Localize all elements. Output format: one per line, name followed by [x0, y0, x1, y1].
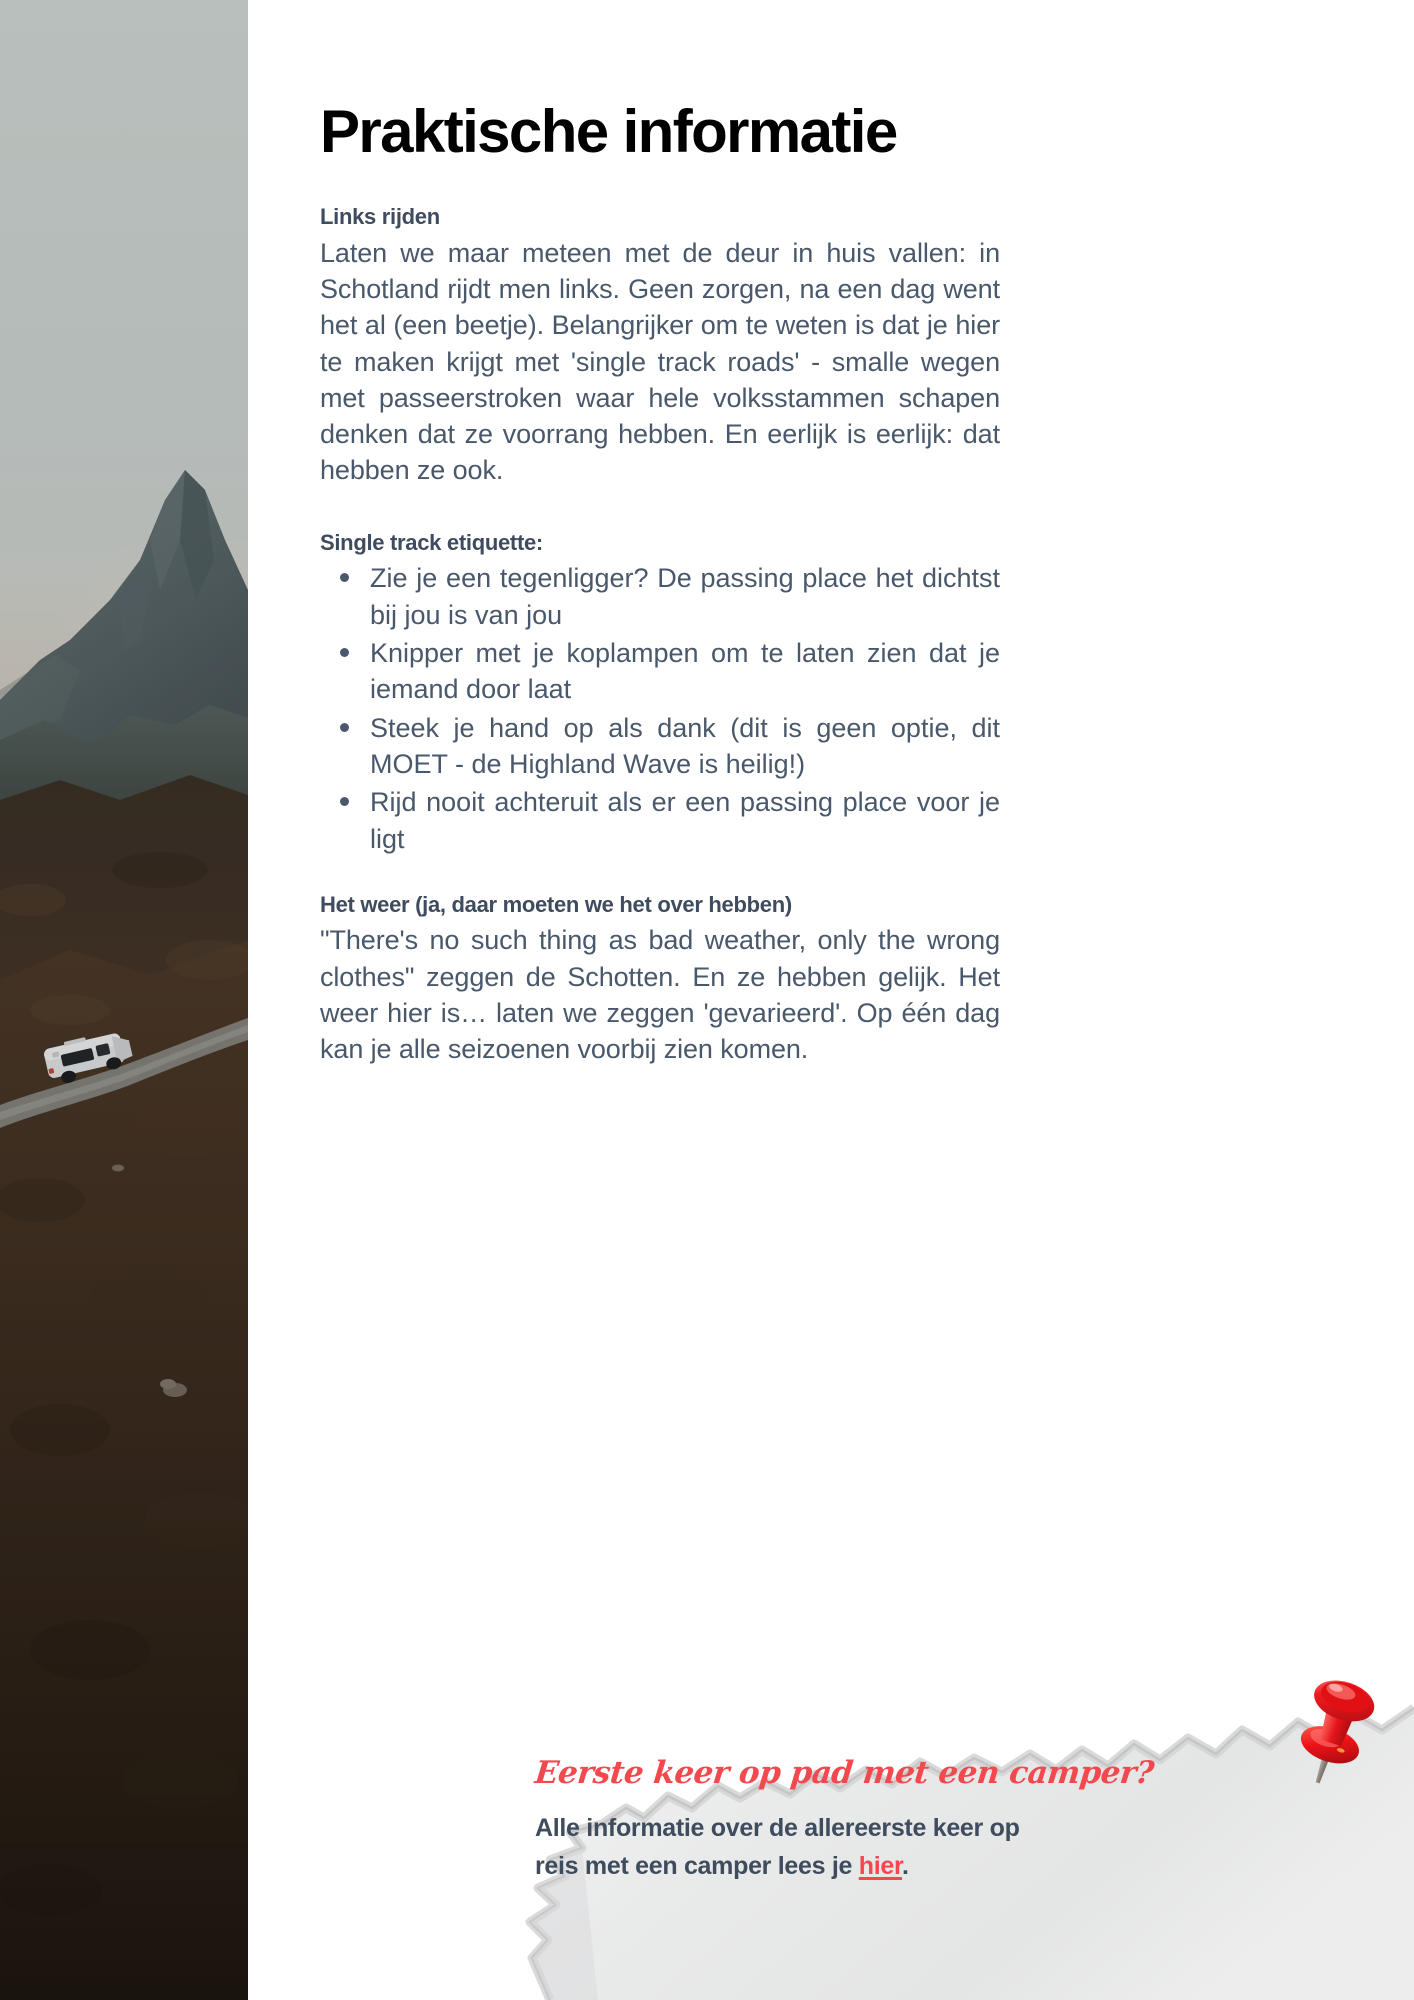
callout-line-2	[535, 1847, 1235, 1885]
list-item-label: Steek je hand op als dank (dit is geen optie, dit MOET - de Highland Wave is heilig!)	[370, 712, 1000, 779]
list-item-label: Rijd nooit achteruit als er een passing place voor je ligt	[370, 787, 1000, 854]
bullet-dot-icon	[340, 573, 349, 582]
section-heading-het-weer: Het weer (ja, daar moeten we het over hebben)	[320, 891, 792, 917]
section-paragraph-het-weer: "There's no such thing as bad weather, only the wrong clothes" zeggen de Schotten. En ze hebben gelijk. Het weer hier is… laten we zeggen 'gevarieerd'. Op één dag kan je alle seizoenen voorbij zien komen.	[320, 925, 1000, 1065]
callout-script-heading: Eerste keer op pad met een camper?	[533, 1755, 1156, 1791]
section-heading-links-rijden: Links rijden	[320, 204, 440, 229]
callout-line-2-suffix: .	[902, 1852, 909, 1880]
spacer	[320, 859, 1000, 891]
page-title: Praktische informatie	[320, 98, 897, 165]
spacer	[320, 489, 1000, 529]
callout-body	[535, 1809, 1235, 1885]
bullet-dot-icon	[340, 723, 349, 732]
pushpin-shape	[1278, 1650, 1398, 1790]
callout-line-1: Alle informatie over de allereerste keer op	[535, 1814, 1020, 1842]
list-item-label: Zie je een tegenligger? De passing place het dichtst bij jou is van jou	[370, 563, 1000, 630]
article-body	[320, 203, 1000, 1068]
photo-illustration	[0, 0, 248, 2000]
list-item	[370, 635, 1000, 708]
pushpin-icon	[1278, 1650, 1398, 1790]
bullet-dot-icon	[340, 648, 349, 657]
callout-line-2-prefix: reis met een camper lees je	[535, 1852, 859, 1880]
list-item-label: Knipper met je koplampen om te laten zien dat je iemand door laat	[370, 638, 1000, 705]
hero-photo	[0, 0, 248, 2000]
torn-paper-callout	[430, 1700, 1414, 2000]
etiquette-list	[320, 560, 1000, 857]
callout-text-block	[533, 1755, 1235, 1885]
hier-link[interactable]: hier	[858, 1852, 903, 1880]
list-item	[370, 560, 1000, 633]
list-item	[370, 784, 1000, 857]
list-item	[370, 710, 1000, 783]
bullet-dot-icon	[340, 797, 349, 806]
section-paragraph-links-rijden: Laten we maar meteen met de deur in huis vallen: in Schotland rijdt men links. Geen zorgen, na een dag went het al (een beetje). Belangrijker om te weten is dat je hier te maken krijgt met 'single track roads' - smalle wegen met passeerstroken waar hele volksstammen schapen denken dat ze voorrang hebben. En eerlijk is eerlijk: dat hebben ze ook.	[320, 237, 1000, 486]
section-heading-single-track-etiquette: Single track etiquette:	[320, 529, 543, 555]
